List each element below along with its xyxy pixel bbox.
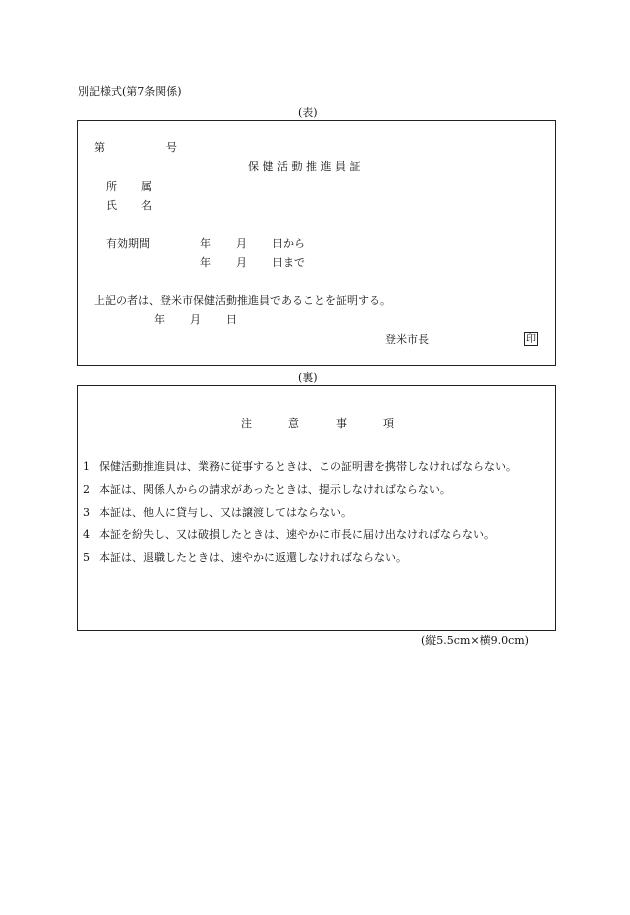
number-suffix: 号 xyxy=(166,141,177,154)
notice-item-text: 本証は、退職したときは、速やかに返還しなければならない。 xyxy=(99,551,407,564)
notice-item-text: 本証は、関係人からの請求があったときは、提示しなければならない。 xyxy=(99,483,451,496)
notice-item xyxy=(83,551,407,565)
notice-item-number: 1 xyxy=(83,460,90,473)
validity-from-day: 日から xyxy=(272,237,305,250)
validity-label: 有効期間 xyxy=(106,237,150,250)
notice-item-number: 4 xyxy=(83,528,90,541)
notice-title-char-3: 事 xyxy=(336,417,347,430)
notice-item xyxy=(83,506,352,520)
validity-from-month: 月 xyxy=(236,237,247,250)
notice-item xyxy=(83,483,451,497)
notice-item-text: 本証を紛失し、又は破損したときは、速やかに市長に届け出なければならない。 xyxy=(99,528,495,541)
notice-item-text: 本証は、他人に貸与し、又は譲渡してはならない。 xyxy=(99,506,352,519)
form-label: 別記様式(第7条関係) xyxy=(78,85,182,98)
size-note: (縦5.5cm×横9.0cm) xyxy=(421,634,529,647)
mayor-title: 登米市長 xyxy=(385,333,429,346)
notice-item-number: 5 xyxy=(83,551,90,564)
validity-until-day: 日まで xyxy=(272,256,305,269)
validity-until-month: 月 xyxy=(236,256,247,269)
back-label: (裏) xyxy=(298,371,318,384)
seal-stamp: 印 xyxy=(526,334,536,345)
notice-item xyxy=(83,460,517,474)
name-label-2: 名 xyxy=(141,199,152,212)
certification-text: 上記の者は、登米市保健活動推進員であることを証明する。 xyxy=(94,294,391,307)
issue-year: 年 xyxy=(154,313,165,326)
notice-item-number: 3 xyxy=(83,506,90,519)
name-label-1: 氏 xyxy=(106,199,117,212)
notice-title-char-4: 項 xyxy=(383,417,394,430)
issue-month: 月 xyxy=(190,313,201,326)
notice-item-text: 保健活動推進員は、業務に従事するときは、この証明書を携帯しなければならない。 xyxy=(99,460,517,473)
affiliation-label-2: 属 xyxy=(141,180,152,193)
notice-title-char-2: 意 xyxy=(288,417,299,430)
number-prefix: 第 xyxy=(94,141,105,154)
affiliation-label-1: 所 xyxy=(106,180,117,193)
validity-from-year: 年 xyxy=(200,237,211,250)
notice-title-char-1: 注 xyxy=(241,417,252,430)
card-title: 保 健 活 動 推 進 員 証 xyxy=(248,160,361,173)
issue-day: 日 xyxy=(226,313,237,326)
notice-item xyxy=(83,528,495,542)
validity-until-year: 年 xyxy=(200,256,211,269)
front-label: (表) xyxy=(298,106,318,119)
notice-item-number: 2 xyxy=(83,483,90,496)
